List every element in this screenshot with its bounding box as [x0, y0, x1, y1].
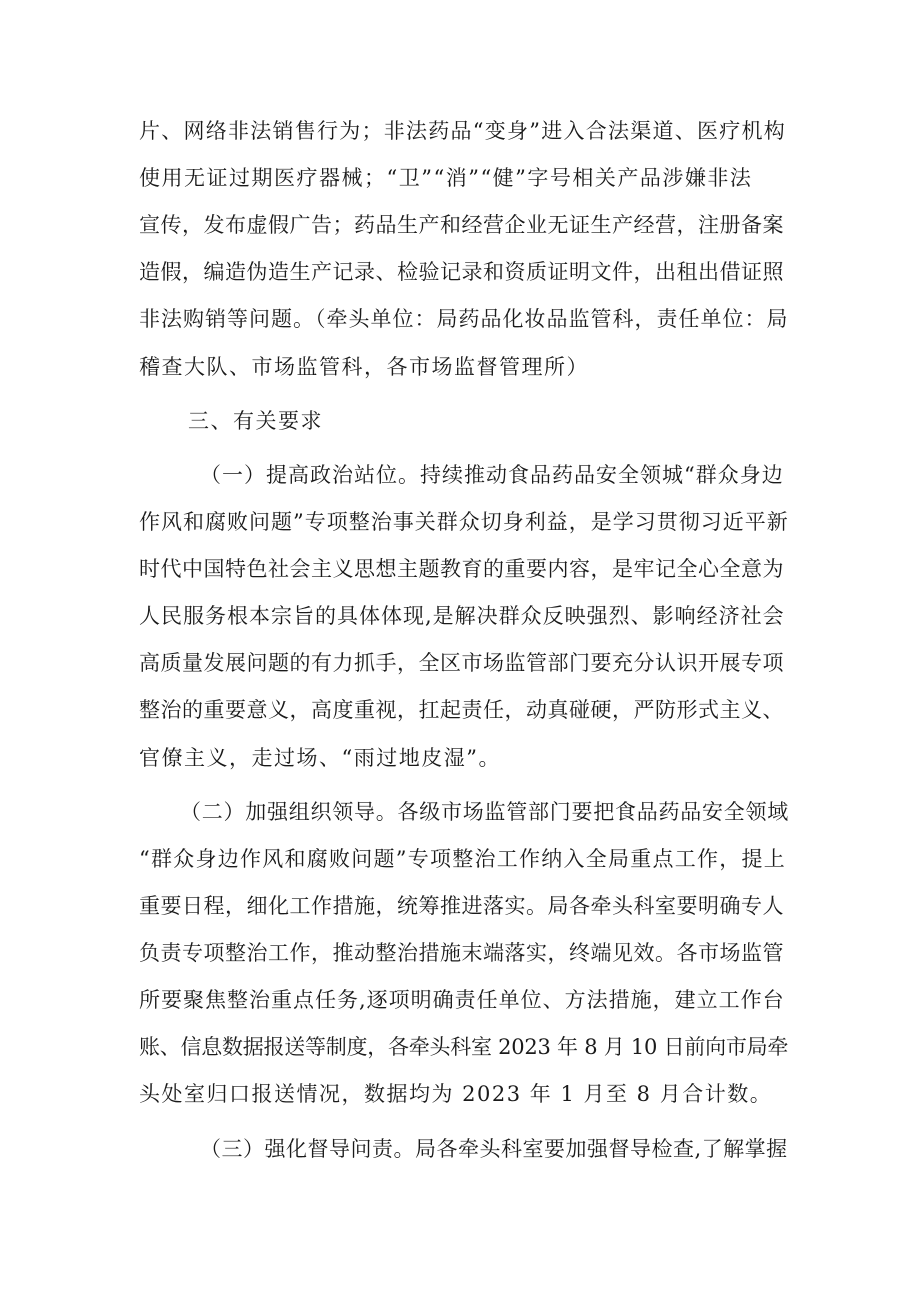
- paragraph-heading-line: （一）提高政治站位。持续推动食品药品安全领城“群众身边: [200, 463, 784, 487]
- body-text-line: 人民服务根本宗旨的具体体现,是解决群众反映强烈、影响经济社会: [139, 604, 785, 628]
- body-text-line: 整治的重要意义，高度重视，扛起责任，动真碰硬，严防形式主义、: [139, 698, 784, 722]
- body-text-line: 使用无证过期医疗器械；“卫”“消”“健”字号相关产品涉嫌非法: [139, 166, 753, 190]
- paragraph-heading-line: （二）加强组织领导。各级市场监管部门要把食品药品安全领域: [180, 800, 789, 824]
- section-heading: 三、有关要求: [188, 409, 323, 433]
- paragraph-heading-line: （三）强化督导问责。局各牵头科室要加强督导检查,了解掌握: [200, 1137, 788, 1161]
- body-text-line: 头处室归口报送情况，数据均为 2023 年 1 月至 8 月合计数。: [139, 1082, 773, 1106]
- body-text-line: 所要聚焦整治重点任务,逐项明确责任单位、方法措施，建立工作台: [139, 988, 785, 1012]
- body-text-line: 非法购销等问题。（牵头单位：局药品化妆品监管科，责任单位：局: [139, 307, 789, 331]
- body-text-line: 账、信息数据报送等制度，各牵头科室 2023 年 8 月 10 日前向市局牵: [139, 1035, 789, 1059]
- body-text-line: 造假，编造伪造生产记录、检验记录和资质证明文件，出租出借证照: [139, 260, 784, 284]
- body-text-line: “群众身边作风和腐败问题”专项整治工作纳入全局重点工作，提上: [139, 847, 786, 871]
- body-text-line: 宣传，发布虚假广告；药品生产和经营企业无证生产经营，注册备案: [139, 213, 784, 237]
- body-text-line: 稽查大队、市场监管科，各市场监督管理所）: [139, 355, 589, 379]
- body-text-line: 片、网络非法销售行为；非法药品“变身”进入合法渠道、医疗机构: [139, 119, 786, 143]
- body-text-line: 重要日程，细化工作措施，统筹推进落实。局各牵头科室要明确专人: [139, 894, 784, 918]
- body-text-line: 负责专项整治工作，推动整治措施末端落实，终端见效。各市场监管: [139, 941, 784, 965]
- body-text-line: 作风和腐败问题”专项整治事关群众切身利益，是学习贯彻习近平新: [139, 510, 789, 534]
- body-text-line: 高质量发展问题的有力抓手，全区市场监管部门要充分认识开展专项: [139, 651, 784, 675]
- body-text-line: 官僚主义，走过场、“雨过地皮湿”。: [139, 746, 501, 770]
- body-text-line: 时代中国特色社会主义思想主题教育的重要内容，是牢记全心全意为: [139, 557, 784, 581]
